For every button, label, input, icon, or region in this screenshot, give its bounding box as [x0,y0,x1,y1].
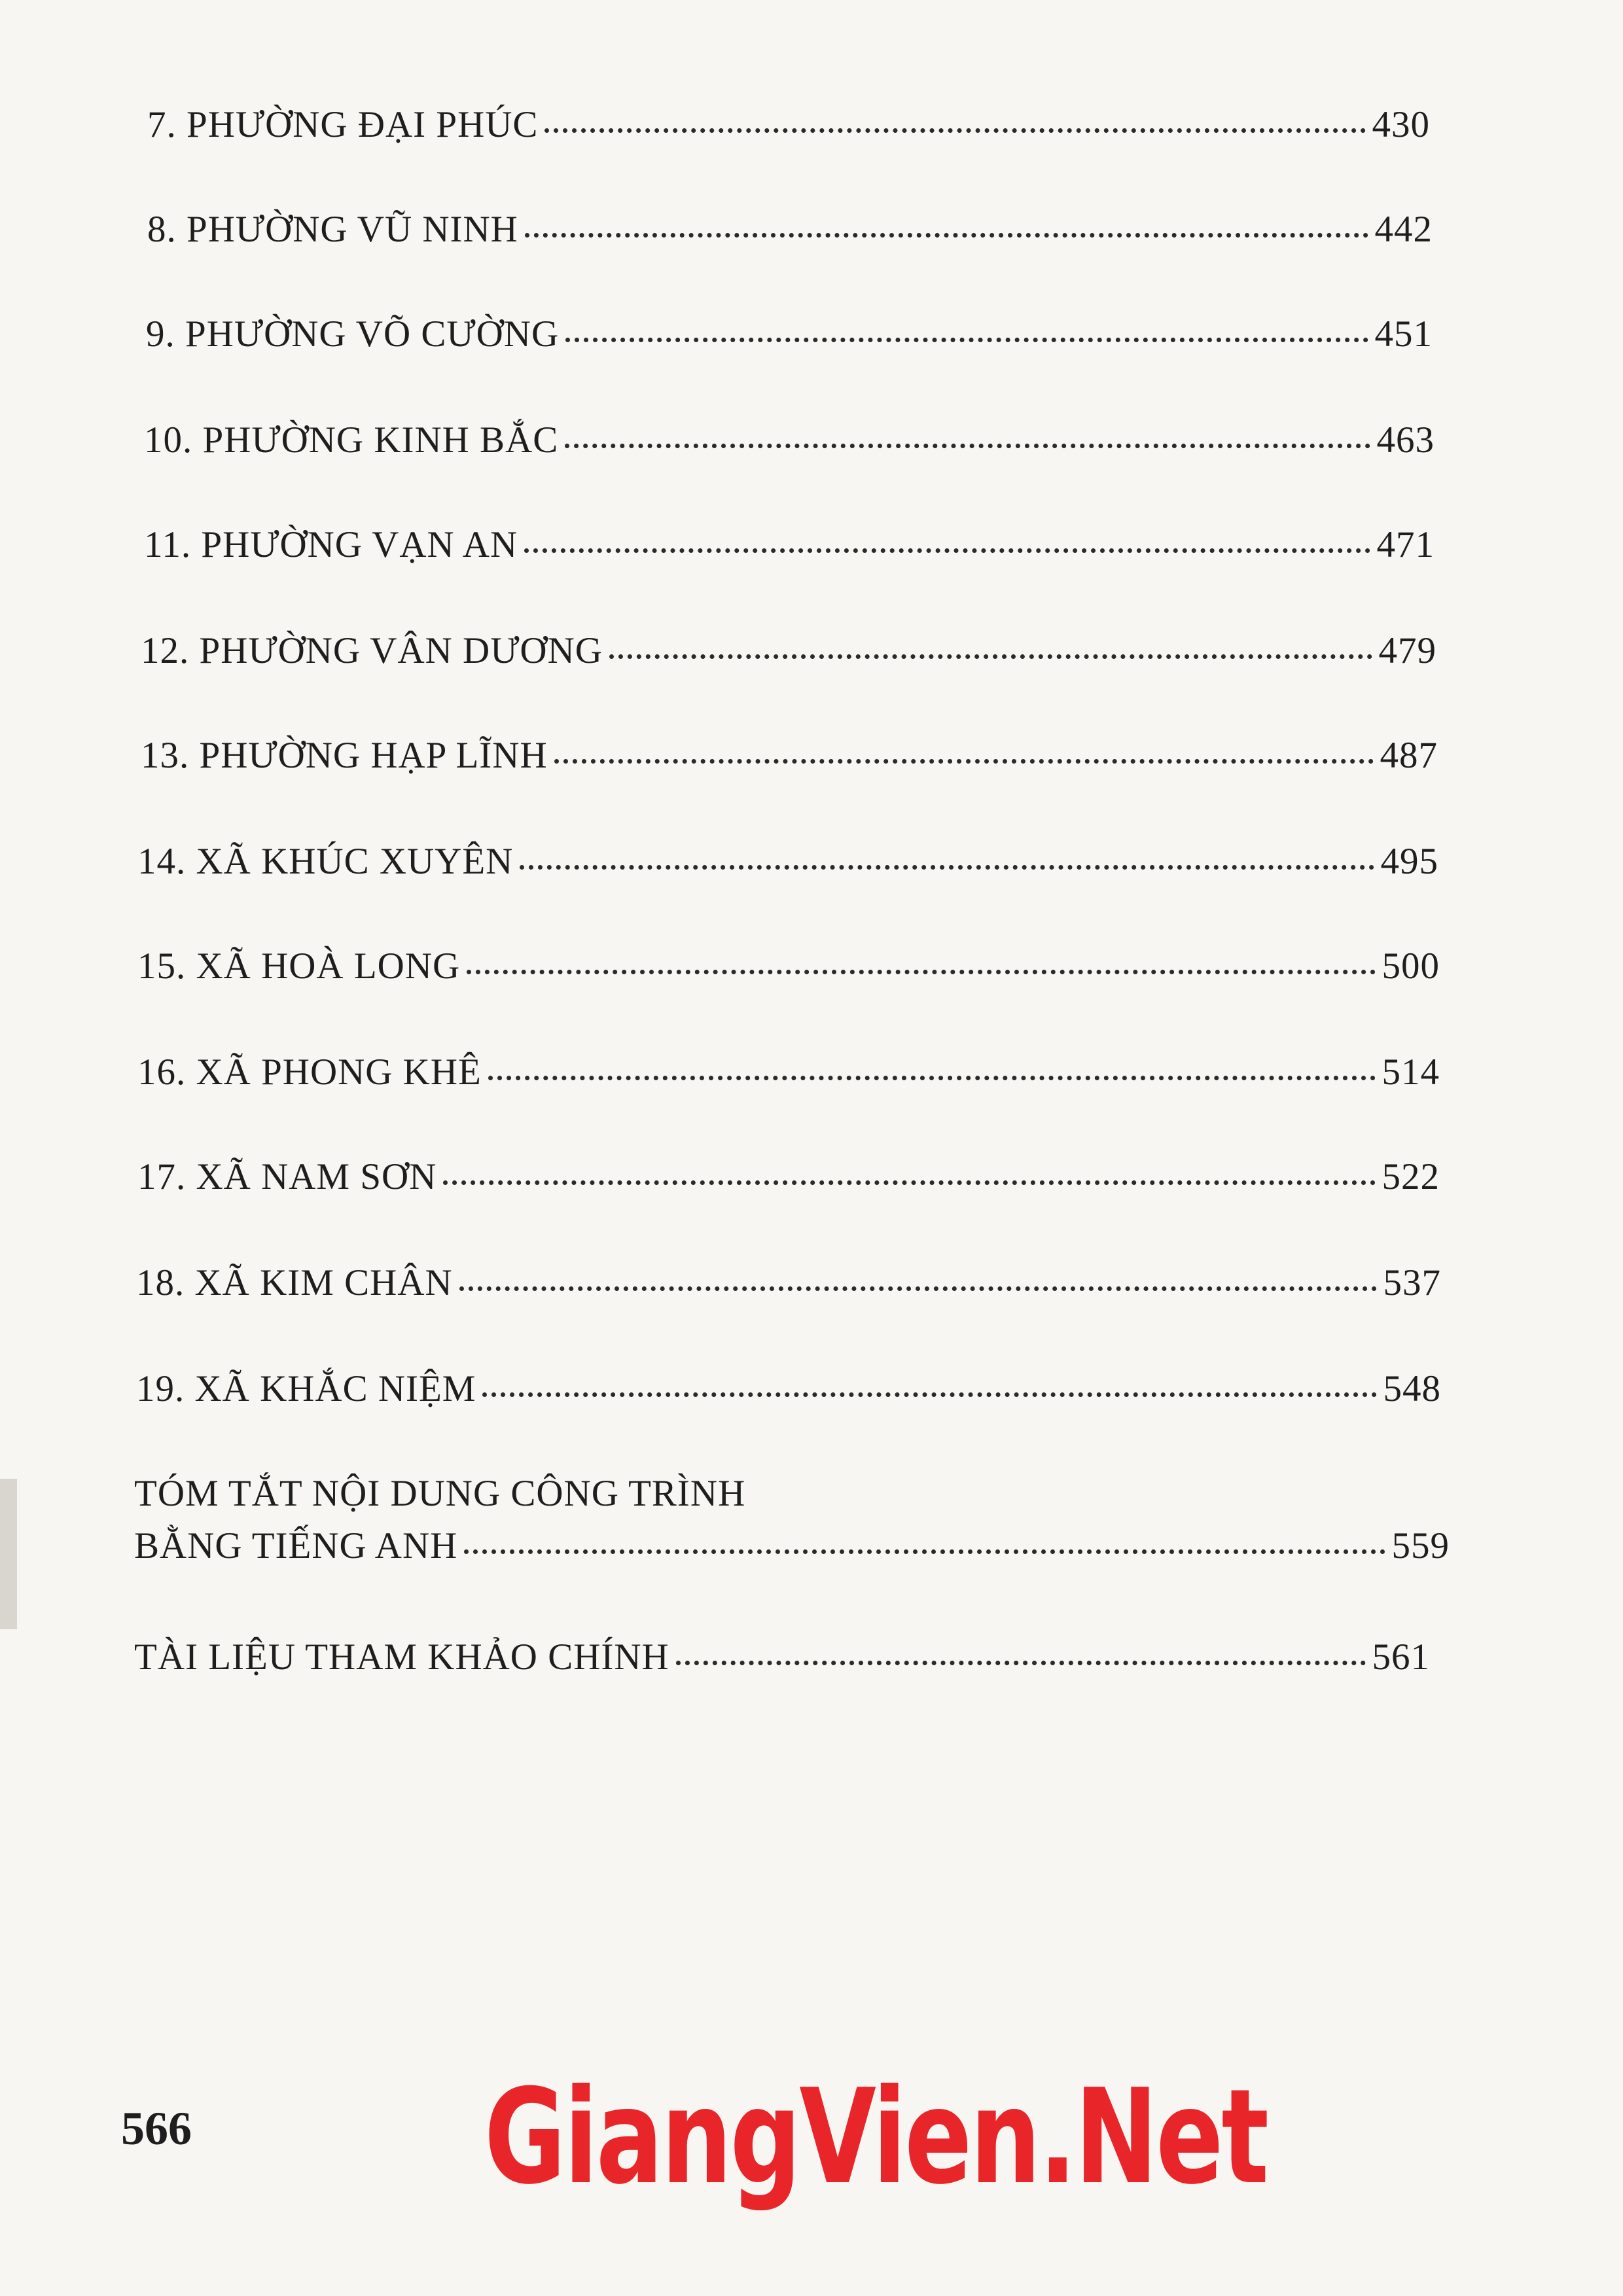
toc-entry-label: 7. PHƯỜNG ĐẠI PHÚC [147,104,539,145]
toc-entry [147,103,1430,146]
toc-entry [141,629,1436,672]
toc-entry-page: 561 [1372,1636,1430,1678]
toc-entry-page: 559 [1391,1525,1450,1566]
toc-entry [144,419,1435,461]
toc-dot-leader [482,1392,1376,1397]
toc-dot-leader [520,865,1374,870]
toc-entry-label: 14. XÃ KHÚC XUYÊN [137,841,514,882]
toc-entry [147,208,1433,251]
toc-dot-leader [525,233,1368,238]
toc-entry-page: 522 [1382,1156,1440,1197]
toc-entry-page: 500 [1382,945,1440,987]
toc-summary-label-line2: BẰNG TIẾNG ANH [134,1525,458,1566]
page-number: 566 [121,2102,192,2155]
toc-dot-leader [524,548,1370,553]
toc-entry [146,313,1433,355]
toc-entry-label: 11. PHƯỜNG VẠN AN [144,524,518,565]
toc-entry-page: 442 [1374,209,1433,250]
toc-entry [137,840,1438,883]
toc-entry-label: 19. XÃ KHẮC NIỆM [136,1368,476,1409]
toc-entry-label: 15. XÃ HOÀ LONG [137,945,461,987]
toc-entry-label: 16. XÃ PHONG KHÊ [137,1051,482,1093]
toc-entry [136,1262,1441,1304]
toc-entry-page: 451 [1374,313,1433,355]
toc-dot-leader [467,970,1375,974]
toc-entry-label: 8. PHƯỜNG VŨ NINH [147,209,518,250]
toc-entry [137,1156,1440,1198]
toc-dot-leader [565,338,1368,342]
toc-entry-label: 12. PHƯỜNG VÂN DƯƠNG [141,630,603,671]
toc-entry-page: 479 [1378,630,1436,671]
toc-entry-label: 10. PHƯỜNG KINH BẮC [144,419,559,461]
toc-entry-page: 471 [1376,524,1435,565]
toc-entry-references [134,1636,1430,1678]
toc-entry [141,734,1438,777]
toc-entry [137,1051,1440,1093]
toc-entry-page: 430 [1372,104,1430,145]
toc-entry-page: 514 [1382,1051,1440,1093]
toc-entry-label: TÀI LIỆU THAM KHẢO CHÍNH [134,1636,669,1678]
toc-entry [136,1368,1441,1410]
toc-entry [144,523,1435,566]
toc-entry-page: 495 [1380,841,1438,882]
toc-entry-page: 548 [1383,1368,1441,1409]
toc-dot-leader [459,1286,1377,1291]
toc-entry-page: 463 [1376,419,1435,461]
toc-dot-leader [544,128,1365,133]
toc-entry-page: 537 [1383,1262,1441,1303]
toc-entry-label: 17. XÃ NAM SƠN [137,1156,437,1197]
toc-dot-leader [565,444,1370,448]
toc-entry-label: 18. XÃ KIM CHÂN [136,1262,453,1303]
toc-entry-summary [134,1525,1450,1567]
page-edge-shadow [0,1479,17,1629]
toc-dot-leader [609,654,1372,659]
toc-dot-leader [443,1180,1375,1185]
toc-summary-label-line1: TÓM TẮT NỘI DUNG CÔNG TRÌNH [134,1473,746,1514]
toc-entry-page: 487 [1380,735,1438,776]
toc-entry-label: 13. PHƯỜNG HẠP LĨNH [141,735,548,776]
toc-dot-leader [488,1076,1376,1080]
toc-dot-leader [464,1549,1385,1554]
watermark-logo: GiangVien.Net [484,2061,1268,2214]
toc-dot-leader [554,759,1374,764]
toc-entry [137,945,1440,987]
toc-entry-label: 9. PHƯỜNG VÕ CƯỜNG [146,313,560,355]
toc-dot-leader [676,1661,1366,1665]
